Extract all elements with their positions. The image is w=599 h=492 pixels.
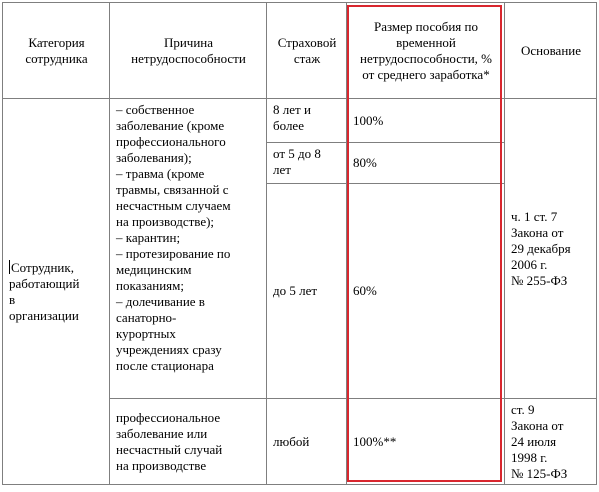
text-cursor <box>9 260 10 274</box>
header-benefit: Размер пособия по временной нетрудоспособности, % от среднего заработка* <box>347 3 505 99</box>
reason-line: профессиональное <box>116 409 221 425</box>
reason-line: – карантин; <box>116 230 181 245</box>
experience-cell: до 5 лет <box>267 184 347 399</box>
header-basis: Основание <box>505 3 597 99</box>
benefits-table <box>2 2 597 485</box>
reason-line: заболевание или <box>116 425 208 441</box>
reason-line: – протезирование по <box>116 246 231 261</box>
category-line: в <box>9 291 16 307</box>
experience-line: лет <box>273 162 291 177</box>
basis-line: № 125-ФЗ <box>511 465 568 481</box>
reason-line: показаниям; <box>116 278 184 293</box>
basis-line: ст. 9 <box>511 401 535 417</box>
reason-line: учреждениях сразу <box>116 342 222 357</box>
rate-cell: 60% <box>347 184 505 399</box>
category-line: работающий <box>9 275 80 291</box>
reason-line: заболевания); <box>116 150 192 165</box>
reason-line: профессионального <box>116 134 226 149</box>
basis-line: № 255-ФЗ <box>511 272 568 288</box>
reason-line: после стационара <box>116 358 214 373</box>
reason-line: на производстве); <box>116 214 215 229</box>
header-row <box>3 3 597 99</box>
table-row <box>3 99 597 143</box>
basis-line: 24 июля <box>511 433 557 449</box>
experience-line: 8 лет и <box>273 102 311 117</box>
category-line: Сотрудник, <box>11 259 74 275</box>
experience-cell <box>267 143 347 184</box>
rate-cell: 80% <box>347 143 505 184</box>
reason-line: заболевание (кроме <box>116 118 225 133</box>
basis-line: 2006 г. <box>511 256 548 272</box>
header-experience: Страховой стаж <box>267 3 347 99</box>
experience-line: от 5 до 8 <box>273 146 321 161</box>
basis-line: ч. 1 ст. 7 <box>511 208 558 224</box>
experience-line: более <box>273 118 304 133</box>
basis-line: 29 декабря <box>511 240 571 256</box>
header-category: Категория сотрудника <box>3 3 110 99</box>
reason-cell-occupational <box>110 399 267 485</box>
category-cell <box>3 99 110 485</box>
rate-cell: 100% <box>347 99 505 143</box>
reason-line: несчастным случаем <box>116 198 231 213</box>
category-line: организации <box>9 307 79 323</box>
reason-line: несчастный случай <box>116 441 223 457</box>
reason-line: курортных <box>116 326 176 341</box>
reason-line: санаторно- <box>116 310 177 325</box>
experience-cell: любой <box>267 399 347 485</box>
rate-cell: 100%** <box>347 399 505 485</box>
reason-line: травмы, связанной с <box>116 182 229 197</box>
header-reason: Причина нетрудоспособности <box>110 3 267 99</box>
reason-cell-general <box>110 99 267 399</box>
basis-line: Закона от <box>511 224 564 240</box>
basis-cell-255fz <box>505 99 597 399</box>
basis-cell-125fz <box>505 399 597 485</box>
experience-cell <box>267 99 347 143</box>
reason-line: – травма (кроме <box>116 166 205 181</box>
basis-line: 1998 г. <box>511 449 548 465</box>
reason-line: – долечивание в <box>116 294 205 309</box>
reason-line: медицинским <box>116 262 192 277</box>
reason-line: на производстве <box>116 457 207 473</box>
basis-line: Закона от <box>511 417 564 433</box>
reason-line: – собственное <box>116 102 195 117</box>
